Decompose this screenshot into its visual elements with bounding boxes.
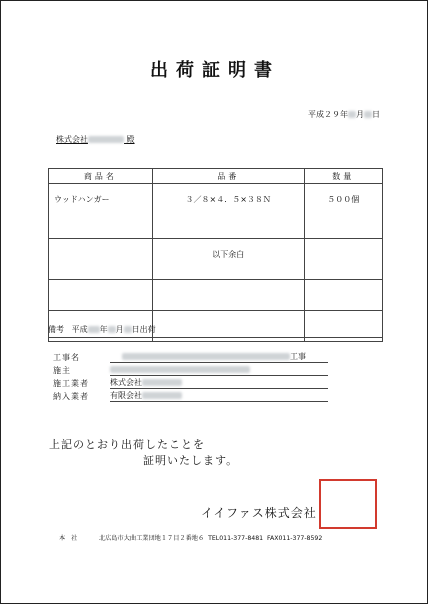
statement-line-1: 上記のとおり出荷したことを bbox=[49, 438, 205, 451]
date-day-suffix: 日 bbox=[372, 110, 380, 119]
company-seal-stamp bbox=[319, 479, 377, 529]
table-row bbox=[49, 184, 383, 239]
field-value-text: 有限会社 bbox=[110, 391, 142, 400]
certification-statement bbox=[49, 437, 238, 469]
empty-cell bbox=[152, 280, 304, 311]
remarks-day-suffix: 日出荷 bbox=[131, 325, 156, 334]
field-supplier bbox=[53, 390, 328, 402]
project-fields bbox=[53, 351, 328, 403]
field-value bbox=[110, 365, 328, 376]
issue-date bbox=[308, 109, 380, 120]
field-suffix: 工事 bbox=[290, 352, 306, 361]
field-label: 納入業者 bbox=[53, 392, 89, 401]
table-row bbox=[49, 239, 383, 280]
footer-fax: FAX011-377-8592 bbox=[267, 535, 323, 542]
redacted-project-name bbox=[122, 353, 290, 360]
field-value-text: 株式会社 bbox=[110, 378, 142, 387]
item-spec: ３／８×４．５×３８Ｎ bbox=[152, 184, 304, 239]
table-header-row bbox=[49, 169, 383, 184]
empty-cell bbox=[304, 239, 382, 280]
redacted-supplier bbox=[142, 392, 182, 399]
redacted-contractor bbox=[142, 379, 182, 386]
remarks-year-suffix: 年 bbox=[99, 325, 108, 334]
statement-line-2: 証明いたします。 bbox=[143, 454, 239, 467]
document-title: 出荷証明書 bbox=[150, 60, 280, 81]
company-name: イイファス株式会社 bbox=[201, 506, 317, 520]
header-product-name: 商品名 bbox=[49, 169, 153, 184]
redacted-month bbox=[348, 111, 356, 118]
field-value bbox=[110, 352, 328, 363]
company-address-footer bbox=[59, 533, 322, 542]
addressee-prefix: 株式会社 bbox=[56, 135, 88, 144]
addressee-suffix: 殿 bbox=[126, 135, 135, 144]
remarks-prefix: 平成 bbox=[71, 325, 88, 334]
items-table bbox=[48, 168, 383, 342]
field-contractor bbox=[53, 377, 328, 389]
date-month-suffix: 月 bbox=[356, 110, 364, 119]
remarks-month-suffix: 月 bbox=[115, 325, 124, 334]
header-product-number: 品番 bbox=[152, 169, 304, 184]
redacted-month bbox=[108, 326, 116, 333]
item-name: ウッドハンガー bbox=[49, 184, 153, 239]
field-value bbox=[110, 391, 328, 402]
table-row bbox=[49, 280, 383, 311]
field-label: 工事名 bbox=[53, 353, 80, 362]
addressee bbox=[56, 134, 135, 145]
empty-cell bbox=[49, 280, 153, 311]
redacted-owner bbox=[110, 366, 250, 373]
redacted-day bbox=[364, 111, 372, 118]
empty-cell bbox=[304, 280, 382, 311]
header-quantity: 数量 bbox=[304, 169, 382, 184]
remarks-line bbox=[48, 324, 383, 338]
item-quantity: ５００個 bbox=[304, 184, 382, 239]
redacted-day bbox=[124, 326, 132, 333]
redacted-addressee-name bbox=[88, 136, 124, 143]
empty-cell bbox=[49, 239, 153, 280]
field-owner bbox=[53, 364, 328, 376]
field-label: 施主 bbox=[53, 366, 71, 375]
remarks-label: 備考 bbox=[48, 325, 64, 334]
remaining-blank-note: 以下余白 bbox=[152, 239, 304, 280]
field-value bbox=[110, 378, 328, 389]
redacted-year bbox=[88, 326, 100, 333]
field-project-name bbox=[53, 351, 328, 363]
field-label: 施工業者 bbox=[53, 379, 89, 388]
footer-address: 北広島市大曲工業団地１７目２番地６ bbox=[98, 535, 205, 542]
footer-tel: TEL011-377-8481 bbox=[208, 535, 264, 542]
date-prefix: 平成２９年 bbox=[308, 110, 348, 119]
footer-label: 本社 bbox=[59, 535, 84, 542]
